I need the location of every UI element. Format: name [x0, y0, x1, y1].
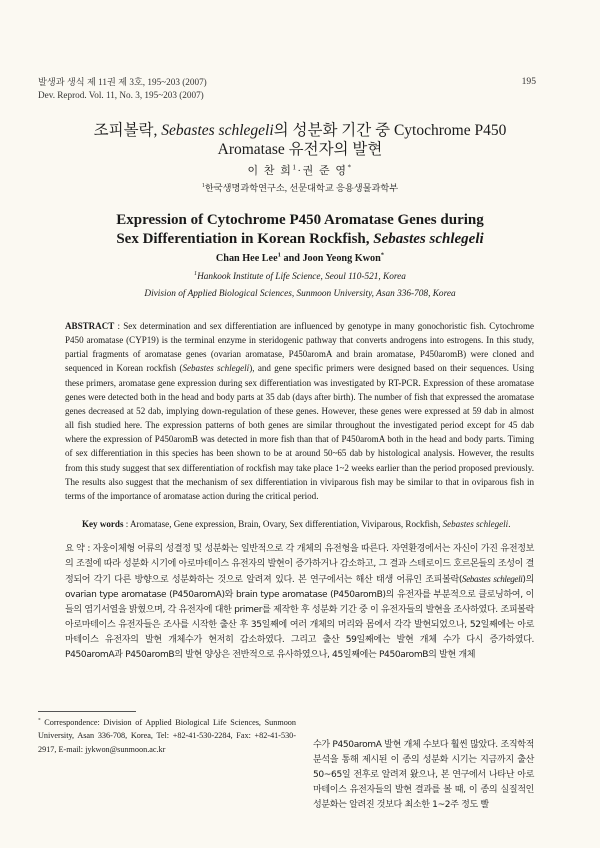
abstract-text-part1: : Sex determination and sex differentiation are influenced by genotype in many gonochoristic fish. Cytochrome P450 aromatase (CYP19) is the terminal enzyme in steridogenic pathway that converts androgens into estrogens. In this study, partial fragments of aromatase genes (ovarian aromatase, P450aromA and brain aromatase, P450aromB) were cloned and sequenced in Korean rockfish (	[65, 321, 534, 374]
author1-kr: 이 찬 희	[247, 165, 293, 177]
korean-summary-species: Sebastes schlegeli	[462, 574, 523, 585]
page-number: 195	[521, 76, 536, 87]
korean-title-post: 의 성분화 기간 중 Cytochrome P450	[273, 122, 507, 139]
korean-title-pre: 조피볼락,	[93, 122, 162, 139]
affiliation-en-sup: 1	[194, 270, 198, 277]
english-title-line1: Expression of Cytochrome P450 Aromatase Genes during	[116, 212, 484, 228]
korean-summary	[65, 542, 534, 663]
author-and: and	[280, 253, 303, 264]
abstract-label: ABSTRACT	[65, 321, 115, 331]
abstract-species: Sebastes schlegeli	[182, 363, 250, 374]
keywords-species: Sebastes schlegeli	[442, 519, 509, 529]
author2-en: Joon Yeong Kwon	[302, 253, 381, 264]
abstract-text-part2: ), and gene specific primers were designed based on their sequences. Using these primers, aromatase gene expression during sex differentiation was investigated by RT-PCR. Expression of these aromatase genes were detected both in the head and body parts at 35 dab (days after birth). The number of fish that expressed the aromatase genes decreased at 52 dab, implying down-regulation of these genes. However, these genes were expressed at 59 dab in almost all fish studied here. The expression patterns of both genes are similar throughout the investigated period except for 45 dab where the expression of P450aromB was detected in more fish than that of P450aromA both in the head and body parts. Timing of sex differentiation in this species has been shown to be at around 50~65 dab by histological analysis. However, the results from this study suggest that sex differentiation of rockfish may take place 1~2 weeks earlier than the period proposed previously. The results also suggest that the mechanism of sex differentiation in viviparous fish may be similar to that in oviparous fish in terms of the importance of aromatase action during the critical period.	[65, 363, 534, 501]
keywords	[82, 517, 534, 531]
footnote	[38, 716, 296, 756]
korean-affiliation	[0, 180, 600, 194]
english-affiliation-line2: Division of Applied Biological Sciences, Sunmoon University, Asan 336-708, Korea	[144, 289, 456, 299]
author2-en-sup: *	[380, 251, 385, 259]
english-affiliation-line1	[0, 272, 600, 282]
footnote-mark: *	[38, 717, 41, 724]
korean-summary-part1: 요 약 : 자웅이체형 어류의 성결정 및 성분화는 일반적으로 각 개체의 유전형을 따른다. 자연환경에서는 자신이 가진 유전정보의 조절에 따라 성분화 시기에 아로마테이스 유전자의 발현이 증가하거나 감소하고, 그 결과 스테로이드 호르몬들의 조성이 결정되어 각기 다른 방향으로 성분화하는 것으로 알려져 있다. 본 연구에서는 해산 태생 어류인 조피볼락(	[65, 544, 534, 586]
korean-title-line1	[0, 121, 600, 141]
author2-kr: 권 준 영	[302, 165, 348, 177]
korean-title-species: Sebastes schlegeli	[161, 122, 274, 139]
author1-en: Chan Hee Lee	[215, 253, 278, 264]
author1-kr-sup: 1	[292, 163, 298, 172]
journal-citation-kr: 발생과 생식 제 11권 제 3호, 195~203 (2007)	[38, 77, 207, 87]
korean-title-line2: Aromatase 유전자의 발현	[217, 141, 383, 158]
english-title-line2	[0, 230, 600, 249]
running-header	[38, 76, 207, 102]
abstract	[65, 319, 534, 503]
english-authors	[0, 253, 600, 264]
english-title-pre: Sex Differentiation in Korean Rockfish,	[116, 231, 374, 247]
author-separator: ·	[297, 165, 303, 177]
keywords-end: .	[508, 519, 511, 529]
journal-citation-en: Dev. Reprod. Vol. 11, No. 3, 195~203 (2007)	[38, 90, 204, 100]
keywords-text: : Aromatase, Gene expression, Brain, Ovary, Sex differentiation, Viviparous, Rockfish,	[123, 519, 443, 529]
footnote-divider	[38, 711, 136, 712]
english-title-species: Sebastes schlegeli	[373, 231, 484, 247]
korean-summary-continued: 수가 P450aromA 발현 개체 수보다 훨씬 많았다. 조직학적 분석을 통해 제시된 이 종의 성분화 시기는 지금까지 출산 50~65일 전후로 알려져 왔으나, 본 연구에서 나타난 아로마테이스 유전자들의 발현 결과를 볼 때, 이 종의 실질적인 성분화는 알려진 것보다 최소한 1~2주 정도 빨	[313, 740, 534, 811]
affiliation-kr-sup: 1	[201, 182, 205, 189]
korean-authors	[0, 162, 600, 178]
affiliation-kr-text: 한국생명과학연구소, 선문대학교 응용생물과학부	[204, 183, 399, 193]
author2-kr-sup: *	[347, 163, 353, 172]
keywords-label: Key words	[82, 519, 124, 529]
footnote-text: Correspondence: Division of Applied Biological Life Sciences, Sunmoon University, Asan 336-708, Korea, Tel: +82-41-530-2284, Fax: +82-41-530-2917, E-mail: jykwon@sunmoon.ac.kr	[38, 718, 296, 754]
affiliation-en-line1: Hankook Institute of Life Science, Seoul 110-521, Korea	[197, 272, 406, 282]
author1-en-sup: 1	[277, 251, 281, 259]
korean-summary-part2: )의 ovarian type aromatase (P450aromA)와 brain type aromatase (P450aromB)의 유전자를 부분적으로 클로닝하여, 이들의 염기서열을 밝혔으며, 각 유전자에 대한 primer를 제작한 후 성분화 기간 중 이 유전자들의 발현을 조사하였다. 조피볼락 아로마테이스 유전자들은 조사를 시작한 출산 후 35일째에 여러 개체의 머리와 몸에서 각각 발현되었으나, 52일째에는 아로마테이스 유전자의 발현 개체수가 현저히 감소하였다. 그리고 출산 59일째에는 발현 개체 수가 다시 증가하였다. P450aromA과 P450aromB의 발현 양상은 전반적으로 유사하였으나, 45일째에는 P450aromB의 발현 개체	[65, 575, 534, 661]
